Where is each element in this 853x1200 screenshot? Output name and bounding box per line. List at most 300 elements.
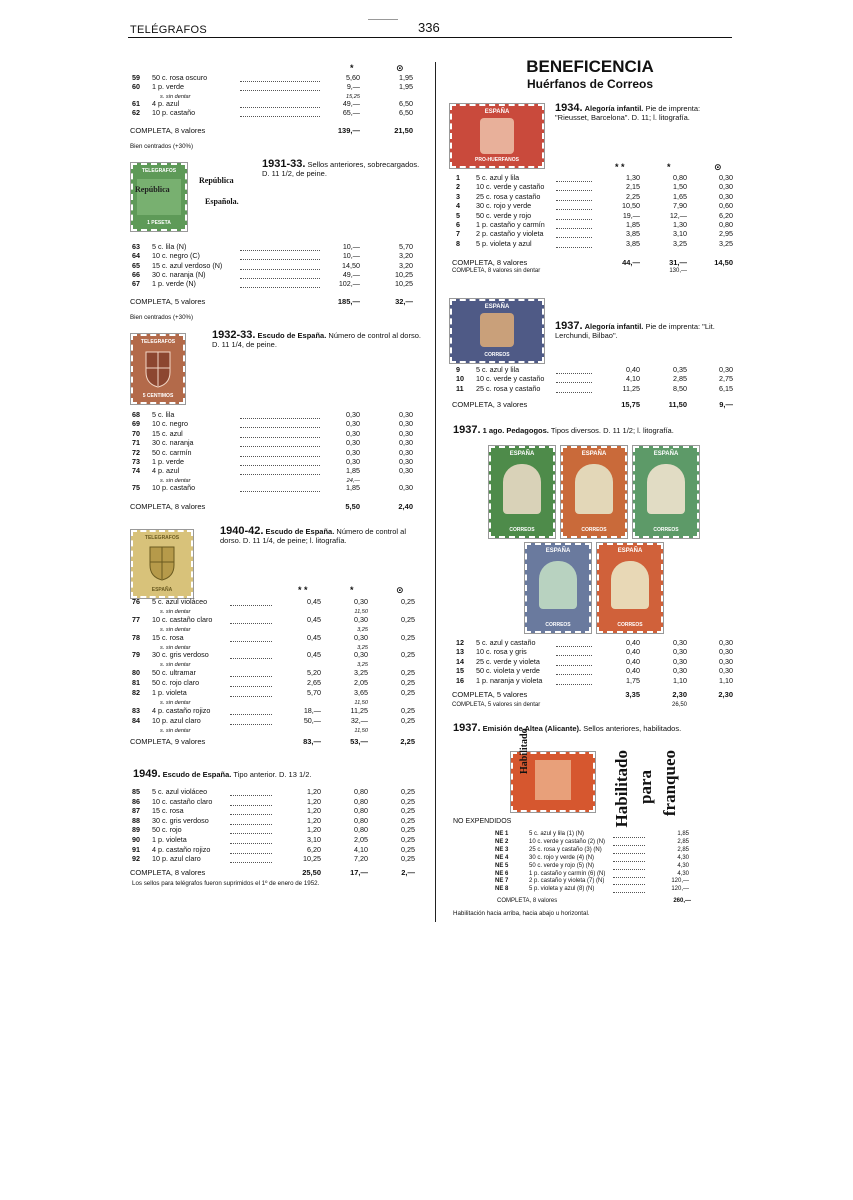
item-description: 4 p. castaño rojizo bbox=[152, 844, 211, 854]
item-description: 30 c. gris verdoso bbox=[152, 815, 209, 825]
price-v1: 49,— bbox=[342, 269, 360, 279]
price-v2: 3,20 bbox=[399, 260, 413, 270]
price-v1: 2,85 bbox=[673, 374, 687, 384]
price-v2: 0,30 bbox=[719, 173, 733, 182]
price-v: 2,85 bbox=[677, 838, 689, 845]
price-v1: 4,10 bbox=[354, 844, 368, 854]
coat-of-arms-icon bbox=[143, 350, 173, 388]
price-v0: 50,— bbox=[303, 716, 321, 725]
leader-dots bbox=[230, 852, 272, 854]
price-v1: 1,85 bbox=[346, 466, 360, 476]
item-description: 4 p. azul bbox=[152, 99, 180, 109]
price-v1: 0,30 bbox=[346, 447, 360, 457]
price-v2: 1,95 bbox=[399, 82, 413, 92]
price-v2: 0,25 bbox=[401, 716, 415, 725]
price-v2: 0,30 bbox=[719, 647, 733, 657]
table-row bbox=[452, 667, 737, 676]
table-row bbox=[130, 109, 430, 118]
header-mark bbox=[368, 19, 398, 20]
catalog-number: 2 bbox=[456, 182, 460, 192]
table-row bbox=[130, 807, 430, 816]
price-v1: 3,25 bbox=[354, 668, 368, 678]
leader-dots bbox=[240, 445, 320, 447]
catalog-number: 67 bbox=[132, 279, 140, 289]
price-v2: 2,95 bbox=[719, 229, 733, 239]
price-v2: 0,25 bbox=[401, 787, 415, 796]
stamp-1931-overprint: TELEGRAFOS República 1 PESETA bbox=[131, 163, 187, 231]
catalog-number: NE 8 bbox=[495, 886, 509, 893]
leader-dots bbox=[240, 426, 320, 428]
item-description: 10 c. rosa y gris bbox=[476, 647, 527, 657]
price-v1: 11,50 bbox=[354, 728, 368, 734]
price-v0: 0,45 bbox=[307, 632, 321, 642]
price-v0: 0,40 bbox=[626, 638, 640, 647]
price-v1: 1,50 bbox=[673, 182, 687, 192]
price-v1: 0,30 bbox=[346, 419, 360, 429]
price-v2: 0,25 bbox=[401, 796, 415, 806]
leader-dots bbox=[556, 654, 592, 656]
price-v1: 2,05 bbox=[354, 678, 368, 688]
price-v0: 4,10 bbox=[626, 374, 640, 384]
catalog-number: 7 bbox=[456, 229, 460, 239]
item-description: 10 c. verde y castaño bbox=[476, 374, 545, 384]
catalog-number: NE 2 bbox=[495, 838, 509, 845]
item-description: 30 c. gris verdoso bbox=[152, 650, 209, 660]
leader-dots bbox=[230, 861, 272, 863]
price-v1: 0,30 bbox=[346, 410, 360, 419]
total-row bbox=[130, 737, 430, 747]
total-v1: 185,— bbox=[337, 297, 360, 306]
price-v1: 11,50 bbox=[354, 609, 368, 615]
price-v2: 6,15 bbox=[719, 383, 733, 393]
total-v: 260,— bbox=[673, 898, 691, 904]
price-v1: 3,65 bbox=[354, 688, 368, 698]
price-v1: 3,25 bbox=[357, 644, 368, 651]
table-row bbox=[130, 855, 430, 864]
price-v0: 0,45 bbox=[307, 650, 321, 660]
price-v2: 0,25 bbox=[401, 844, 415, 854]
catalog-number: 73 bbox=[132, 457, 140, 466]
price-v0: 5,70 bbox=[307, 688, 321, 698]
table-row bbox=[495, 830, 735, 838]
price-v2: 1,10 bbox=[719, 675, 733, 685]
leader-dots bbox=[230, 640, 272, 642]
price-v0: 10,25 bbox=[303, 854, 321, 864]
footnote: Habilitación hacia arriba, hacia abajo u horizontal. bbox=[453, 910, 590, 917]
item-description: 5 c. azul y lila (1) (N) bbox=[529, 831, 585, 837]
price-v1: 7,90 bbox=[673, 201, 687, 211]
leader-dots bbox=[230, 813, 272, 815]
price-v1: 0,30 bbox=[673, 638, 687, 647]
price-v2: 0,30 bbox=[399, 457, 413, 466]
price-v1: 0,80 bbox=[354, 815, 368, 825]
price-v1: 11,25 bbox=[350, 706, 368, 715]
leader-dots bbox=[240, 464, 320, 466]
price-v: 4,30 bbox=[677, 862, 689, 869]
leader-dots bbox=[240, 277, 320, 279]
catalog-number: 59 bbox=[132, 73, 140, 82]
price-v1: 0,30 bbox=[346, 457, 360, 466]
item-description: 25 c. verde y violeta bbox=[476, 656, 540, 666]
catalog-number: 15 bbox=[456, 666, 464, 676]
leader-dots bbox=[240, 436, 320, 438]
table-row bbox=[130, 689, 430, 698]
catalog-number: 16 bbox=[456, 675, 464, 685]
price-v2: 0,25 bbox=[401, 815, 415, 825]
price-v2: 0,30 bbox=[399, 428, 413, 438]
price-v0: 1,20 bbox=[307, 796, 321, 806]
table-row bbox=[130, 788, 430, 797]
table-row bbox=[495, 877, 735, 885]
total-label: COMPLETA, 9 valores bbox=[130, 737, 206, 746]
catalog-number: 69 bbox=[132, 419, 140, 429]
price-v2: 2,75 bbox=[719, 374, 733, 384]
table-row bbox=[130, 467, 430, 476]
item-description: 30 c. rojo y verde (4) (N) bbox=[529, 854, 595, 861]
total-label: COMPLETA, 8 valores bbox=[497, 898, 558, 904]
leader-dots bbox=[240, 89, 320, 91]
price-v1: 1,85 bbox=[346, 483, 360, 493]
price-v2: 0,30 bbox=[719, 656, 733, 666]
total-v1: 31,— bbox=[669, 258, 687, 267]
price-v2: 0,30 bbox=[399, 466, 413, 476]
leader-dots bbox=[556, 180, 592, 182]
table-row bbox=[130, 679, 430, 688]
table-row bbox=[130, 280, 430, 289]
footnote: Los sellos para telégrafos fueron suprimidos el 1º de enero de 1952. bbox=[132, 880, 320, 887]
price-v0: 5,20 bbox=[307, 668, 321, 678]
catalog-number: 61 bbox=[132, 99, 140, 109]
price-v1: 0,30 bbox=[673, 647, 687, 657]
leader-dots bbox=[556, 673, 592, 675]
price-v0: 10,50 bbox=[622, 201, 640, 211]
leader-dots bbox=[230, 657, 272, 659]
table-row bbox=[130, 83, 430, 92]
item-description: 30 c. rojo y verde bbox=[476, 201, 532, 211]
price-v0: 2,65 bbox=[307, 678, 321, 688]
section-subtitle: Huérfanos de Correos bbox=[526, 77, 654, 91]
table-row bbox=[495, 854, 735, 862]
table-row bbox=[130, 252, 430, 261]
catalog-number: 75 bbox=[132, 483, 140, 493]
price-v0: 2,15 bbox=[626, 182, 640, 192]
price-v: 120,— bbox=[671, 886, 689, 893]
leader-dots bbox=[240, 106, 320, 108]
catalog-number: 89 bbox=[132, 825, 140, 835]
price-v2: 6,20 bbox=[719, 210, 733, 220]
col-head-used: ⊙ bbox=[714, 162, 722, 172]
item-description: 1 p. castaño y carmín (6) (N) bbox=[529, 870, 606, 877]
price-v1: 0,30 bbox=[673, 656, 687, 666]
table-row bbox=[130, 651, 430, 660]
total-row bbox=[130, 868, 430, 878]
price-v2: 0,30 bbox=[399, 447, 413, 457]
table-row bbox=[130, 634, 430, 643]
price-v0: 2,25 bbox=[626, 191, 640, 201]
item-description: 25 c. rosa y castaño bbox=[476, 383, 541, 393]
price-v1: 0,30 bbox=[354, 614, 368, 624]
price-v0: 1,30 bbox=[626, 173, 640, 182]
total-label: COMPLETA, 8 valores bbox=[130, 126, 206, 135]
total-v1: 139,— bbox=[337, 126, 360, 135]
table-row bbox=[452, 202, 737, 211]
price-v0: 1,20 bbox=[307, 806, 321, 816]
catalog-number: 12 bbox=[456, 638, 464, 647]
total-label: COMPLETA, 8 valores sin dentar bbox=[452, 268, 541, 274]
price-v0: 0,45 bbox=[307, 614, 321, 624]
table-row bbox=[495, 838, 735, 846]
leader-dots bbox=[556, 227, 592, 229]
item-description: 10 p. azul claro bbox=[152, 716, 201, 725]
price-v1: 0,30 bbox=[346, 438, 360, 448]
price-v1: 0,30 bbox=[673, 666, 687, 676]
price-v0: 0,40 bbox=[626, 656, 640, 666]
item-description: 2 p. castaño y violeta bbox=[476, 229, 544, 239]
catalog-number: 90 bbox=[132, 835, 140, 844]
total-v0: 15,75 bbox=[621, 400, 640, 409]
section-1937c-heading: 1937. Emisión de Altea (Alicante). Sellos anteriores, habilitados. bbox=[453, 722, 682, 734]
total-v2: 14,50 bbox=[714, 258, 733, 267]
leader-dots bbox=[230, 713, 272, 715]
price-v0: 18,— bbox=[303, 706, 321, 715]
price-v0: 3,10 bbox=[307, 835, 321, 844]
leader-dots bbox=[556, 246, 592, 248]
price-v1: 10,— bbox=[342, 242, 360, 251]
leader-dots bbox=[230, 723, 272, 725]
stamp-1934-allegory: ESPAÑA PRO-HUERFANOS bbox=[450, 104, 544, 168]
not-issued-label: NO EXPENDIDOS bbox=[453, 818, 512, 825]
leader-dots bbox=[613, 891, 645, 893]
item-description: 15 c. rosa bbox=[152, 632, 184, 642]
total-row bbox=[452, 268, 737, 278]
price-v0: 19,— bbox=[622, 210, 640, 220]
catalog-number: NE 7 bbox=[495, 878, 509, 885]
item-description: 50 c. rosa oscuro bbox=[152, 73, 208, 82]
catalog-number: 68 bbox=[132, 410, 140, 419]
item-description: s. sin dentar bbox=[160, 644, 191, 651]
table-row bbox=[130, 707, 430, 716]
price-v2: 0,25 bbox=[401, 650, 415, 660]
total-row bbox=[452, 258, 737, 268]
leader-dots bbox=[240, 473, 320, 475]
item-description: 25 c. rosa y castaño bbox=[476, 191, 541, 201]
catalog-number: 6 bbox=[456, 220, 460, 229]
total-v0: 25,50 bbox=[302, 868, 321, 877]
item-description: 5 p. violeta y azul bbox=[476, 238, 532, 248]
overprint-line-3: franqueo bbox=[660, 750, 679, 817]
stamp-altea-overprint: Habilitado bbox=[511, 752, 595, 812]
total-v2: 9,— bbox=[719, 400, 733, 409]
price-v2: 0,25 bbox=[401, 668, 415, 678]
price-v2: 0,30 bbox=[719, 365, 733, 374]
catalog-number: NE 1 bbox=[495, 831, 509, 837]
leader-dots bbox=[556, 189, 592, 191]
table-row bbox=[130, 598, 430, 607]
col-head-mint2: * * bbox=[298, 585, 308, 595]
leader-dots bbox=[556, 199, 592, 201]
price-v1: 1,65 bbox=[673, 191, 687, 201]
catalog-number: 65 bbox=[132, 260, 140, 270]
running-header: TELÉGRAFOS bbox=[130, 24, 207, 36]
catalog-number: 71 bbox=[132, 438, 140, 448]
price-v1: 102,— bbox=[338, 279, 360, 289]
item-description: 10 c. negro (C) bbox=[152, 251, 200, 261]
price-v1: 0,35 bbox=[673, 365, 687, 374]
table-row bbox=[452, 677, 737, 686]
section-1940-heading: 1940-42. Escudo de España. Número de control al dorso. D. 11 1/4, de peine; l. litografía. bbox=[220, 525, 407, 545]
section-title: BENEFICENCIA bbox=[526, 57, 654, 76]
total-v2: 32,— bbox=[395, 297, 413, 306]
catalog-number: 80 bbox=[132, 668, 140, 678]
table-row bbox=[495, 870, 735, 878]
price-v: 120,— bbox=[671, 878, 689, 885]
col-head-mint: * bbox=[350, 63, 354, 73]
section-1934-heading: 1934. Alegoría infantil. Pie de imprenta: "Rieusset, Barcelona". D. 11; l. litografía. bbox=[555, 102, 701, 122]
item-description: s. sin dentar bbox=[160, 93, 191, 100]
price-v1: 9,— bbox=[346, 82, 360, 92]
price-v2: 0,25 bbox=[401, 597, 415, 606]
header-rule bbox=[128, 37, 732, 38]
price-v2: 10,25 bbox=[395, 269, 413, 279]
item-description: 4 p. azul bbox=[152, 466, 180, 476]
leader-dots bbox=[240, 268, 320, 270]
total-label: COMPLETA, 5 valores bbox=[452, 690, 528, 699]
stamp-pedagogue-4: ESPAÑA CORREOS bbox=[525, 543, 591, 633]
catalog-number: 9 bbox=[456, 365, 460, 374]
leader-dots bbox=[240, 286, 320, 288]
total-row bbox=[130, 297, 430, 307]
price-v2: 3,25 bbox=[719, 238, 733, 248]
price-v2: 0,30 bbox=[399, 419, 413, 429]
item-description: s. sin dentar bbox=[160, 609, 191, 615]
item-description: 5 p. violeta y azul (8) (N) bbox=[529, 886, 595, 893]
price-v: 4,30 bbox=[677, 854, 689, 861]
total-label: COMPLETA, 8 valores bbox=[452, 258, 528, 267]
catalog-number: 3 bbox=[456, 191, 460, 201]
price-v1: 3,25 bbox=[673, 238, 687, 248]
leader-dots bbox=[556, 381, 592, 383]
leader-dots bbox=[556, 664, 592, 666]
total-row bbox=[452, 690, 737, 700]
item-description: 50 c. rojo claro bbox=[152, 678, 200, 688]
item-description: 5 c. azul y lila bbox=[476, 365, 520, 374]
section-1937b-heading: 1937. 1 ago. Pedagogos. Tipos diversos. D. 11 1/2; l. litografía. bbox=[453, 424, 674, 436]
price-v1: 0,30 bbox=[354, 632, 368, 642]
item-description: 1 p. verde bbox=[152, 82, 184, 92]
catalog-number: 60 bbox=[132, 82, 140, 92]
item-description: 4 p. castaño rojizo bbox=[152, 706, 211, 715]
stamp-1940-coat-of-arms: TELEGRAFOS ESPAÑA bbox=[131, 530, 193, 598]
item-description: 15 c. azul verdoso (N) bbox=[152, 260, 223, 270]
price-v2: 0,25 bbox=[401, 706, 415, 715]
overprint-sample-bottom: Española. bbox=[205, 197, 239, 206]
price-v0: 0,40 bbox=[626, 666, 640, 676]
price-v1: 3,25 bbox=[357, 662, 368, 669]
price-v1: 0,30 bbox=[346, 428, 360, 438]
price-v2: 0,25 bbox=[401, 688, 415, 698]
price-v1: 3,10 bbox=[673, 229, 687, 239]
leader-dots bbox=[230, 622, 272, 624]
item-description: 50 c. violeta y verde bbox=[476, 666, 540, 676]
leader-dots bbox=[230, 823, 272, 825]
item-description: 10 c. castaño claro bbox=[152, 614, 213, 624]
catalog-number: 77 bbox=[132, 614, 140, 624]
col-head-used: ⊙ bbox=[396, 63, 404, 73]
item-description: 50 c. verde y rojo bbox=[476, 210, 532, 220]
item-description: 10 p. castaño bbox=[152, 108, 196, 118]
price-v2: 0,25 bbox=[401, 806, 415, 816]
catalog-number: 84 bbox=[132, 716, 140, 725]
price-v0: 1,75 bbox=[626, 675, 640, 685]
price-v: 2,85 bbox=[677, 846, 689, 853]
table-row bbox=[452, 240, 737, 249]
catalog-number: NE 6 bbox=[495, 870, 509, 877]
leader-dots bbox=[230, 794, 272, 796]
catalog-number: 83 bbox=[132, 706, 140, 715]
price-v1: 0,80 bbox=[354, 825, 368, 835]
overprint-line-2: para bbox=[636, 770, 655, 804]
total-v0: 83,— bbox=[303, 737, 321, 746]
stamp-1937-allegory: ESPAÑA CORREOS bbox=[450, 299, 544, 363]
price-v2: 0,30 bbox=[399, 483, 413, 493]
price-v1: 5,60 bbox=[346, 73, 360, 82]
price-v1: 15,25 bbox=[346, 93, 360, 100]
price-v1: 24,— bbox=[346, 477, 360, 484]
price-v1: 49,— bbox=[342, 99, 360, 109]
catalog-number: 86 bbox=[132, 796, 140, 806]
catalog-number: 13 bbox=[456, 647, 464, 657]
item-description: 50 c. carmín bbox=[152, 447, 192, 457]
column-divider bbox=[435, 62, 436, 922]
total-row bbox=[497, 898, 737, 908]
leader-dots bbox=[556, 391, 592, 393]
price-v2: 0,30 bbox=[399, 410, 413, 419]
col-head-mint: * bbox=[667, 162, 671, 172]
catalog-number: 11 bbox=[456, 383, 464, 393]
total-v1: 2,30 bbox=[672, 690, 687, 699]
footnote: Bien centrados (+30%) bbox=[130, 143, 194, 150]
price-v1: 0,80 bbox=[354, 806, 368, 816]
item-description: 5 c. azul y castaño bbox=[476, 638, 536, 647]
catalog-number: 62 bbox=[132, 108, 140, 118]
item-description: 50 c. rojo bbox=[152, 825, 182, 835]
total-row bbox=[130, 502, 430, 512]
total-v2: 2,25 bbox=[400, 737, 415, 746]
price-v1: 11,50 bbox=[354, 700, 368, 707]
price-v1: 0,80 bbox=[673, 173, 687, 182]
item-description: 5 c. lila (N) bbox=[152, 242, 187, 251]
price-v1: 65,— bbox=[342, 108, 360, 118]
section-1949-heading: 1949. Escudo de España. Tipo anterior. D. 13 1/2. bbox=[133, 768, 312, 780]
price-v0: 11,25 bbox=[622, 383, 640, 393]
price-v2: 0,25 bbox=[401, 614, 415, 624]
total-row bbox=[452, 702, 737, 712]
price-v2: 6,50 bbox=[399, 99, 413, 109]
item-description: 1 p. verde bbox=[152, 457, 184, 466]
price-v2: 0,60 bbox=[719, 201, 733, 211]
leader-dots bbox=[556, 683, 592, 685]
total-v0: 44,— bbox=[622, 258, 640, 267]
table-row bbox=[495, 846, 735, 854]
total-label: COMPLETA, 3 valores bbox=[452, 400, 528, 409]
leader-dots bbox=[556, 372, 592, 374]
price-v1: 12,— bbox=[669, 210, 687, 220]
total-v1: 26,50 bbox=[671, 702, 687, 708]
item-description: s. sin dentar bbox=[160, 700, 191, 707]
variant-row bbox=[130, 727, 430, 736]
item-description: s. sin dentar bbox=[160, 477, 191, 484]
catalog-number: NE 4 bbox=[495, 854, 509, 861]
